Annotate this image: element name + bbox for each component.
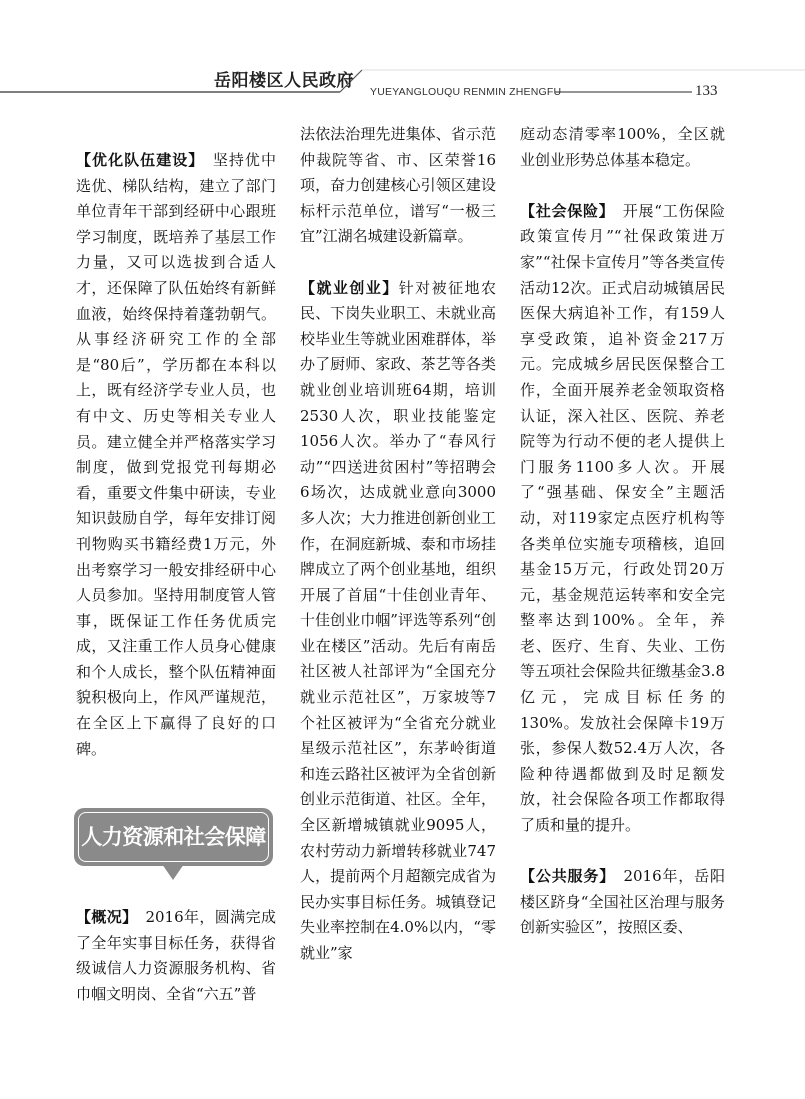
- paragraph-continued: [520, 122, 725, 173]
- page-header: [0, 0, 805, 110]
- paragraph-text: 坚持优中选优、梯队结构，建立了部门单位青年干部到经研中心跟班学习制度，既培养了基层工作力量，又可以选拔到合适人才，还保障了队伍始终有新鲜血液，始终保持着蓬勃朝气。从事经济研究工作的全部是“80后”，学历都在本科以上，既有经济学专业人员，也有中文、历史等相关专业人员。建立健全并严格落实学习制度，做到党报党刊每期必看，重要文件集中研读，专业知识鼓励自学，每年安排订阅刊物购买书籍经费1万元，外出考察学习一般安排经研中心人员参加。坚持用制度管人管事，既保证工作任务优质完成，又注重工作人员身心健康和个人成长，整个队伍精神面貌积极向上，作风严谨规范，在全区上下赢得了良好的口碑。: [76, 151, 276, 758]
- header-subtitle: YUEYANGLOUQU RENMIN ZHENGFU: [370, 86, 562, 98]
- paragraph-text: 针对被征地农民、下岗失业职工、未就业高校毕业生等就业困难群体，举办了厨师、家政、茶艺等各类就业创业培训班64期，培训2530人次，职业技能鉴定1056人次。举办了“春风行动”“四送进贫困村”等招聘会6场次，达成就业意向3000多人次；大力推进创新创业工作，在洞庭新城、泰和市场挂牌成立了两个创业基地，组织开展了首届“十佳创业青年、十佳创业巾帼”评选等系列“创业在楼区”活动。先后有南岳社区被人社部评为“全国充分就业示范社区”，万家坡等7个社区被评为“全省充分就业星级示范社区”，东茅岭街道和连云路社区被评为全省创新创业示范街道、社区。全年，全区新增城镇就业9095人，农村劳动力新增转移就业747人，提前两个月超额完成省为民办实事目标任务。城镇登记失业率控制在4.0%以内，“零就业”家: [300, 278, 496, 962]
- paragraph-text: 2016年，圆满完成了全年实事目标任务，获得省级诚信人力资源服务机构、省巾帼文明岗、全省“六五”普: [76, 908, 276, 1003]
- keyword-heading: 【公共服务】: [520, 867, 608, 886]
- paragraph-overview: [76, 905, 276, 1007]
- paragraph-text: 开展“工伤保险政策宣传月”“社保政策进万家”“社保卡宣传月”等各类宣传活动12次。正式启动城镇居民医保大病追补工作，有159人享受政策，追补资金217万元。完成城乡居民医保整合工作，全面开展养老金领取资格认证，深入社区、医院、养老院等为行动不便的老人提供上门服务1100多人次。开展了“强基础、保安全”主题活动，对119家定点医疗机构等各类单位实施专项稽核，追回基金15万元，行政处罚20万元，基金规范运转率和安全完整率达到100%。全年，养老、医疗、生育、失业、工伤等五项社会保险共征缴基金3.8亿元，完成目标任务的130%。发放社会保障卡19万张，参保人数52.4万人次，各险种待遇都做到及时足额发放，社会保险各项工作都取得了质和量的提升。: [520, 201, 725, 835]
- column-1: [76, 148, 276, 762]
- paragraph-text: 法依法治理先进集体、省示范仲裁院等省、市、区荣誉16项，奋力创建核心引领区建设标杆示范单位，谱写“一极三宜”江湖名城建设新篇章。: [300, 125, 496, 246]
- keyword-heading: 【概况】: [76, 908, 131, 926]
- section-title: 人力资源和社会保障工作: [81, 825, 266, 907]
- column-1-lower: [76, 905, 276, 1007]
- paragraph-text: 2016年，岳阳楼区跻身“全国社区治理与服务创新实验区”，按照区委、: [520, 867, 725, 937]
- paragraph-text: 庭动态清零率100%，全区就业创业形势总体基本稳定。: [520, 125, 725, 169]
- keyword-heading: 【就业创业】: [300, 278, 399, 297]
- paragraph-employment: [300, 276, 496, 967]
- page-number: 133: [695, 83, 718, 99]
- column-3: [520, 122, 725, 941]
- paragraph-team-building: [76, 148, 276, 762]
- paragraph-public-service: [520, 864, 725, 941]
- section-heading-box: [74, 808, 273, 907]
- section-heading-pointer: [162, 864, 184, 880]
- paragraph-continued: [300, 122, 496, 250]
- keyword-heading: 【优化队伍建设】: [76, 151, 197, 169]
- keyword-heading: 【社会保险】: [520, 201, 608, 220]
- column-2: [300, 122, 496, 967]
- paragraph-social-insurance: [520, 199, 725, 839]
- header-title: 岳阳楼区人民政府: [214, 71, 354, 91]
